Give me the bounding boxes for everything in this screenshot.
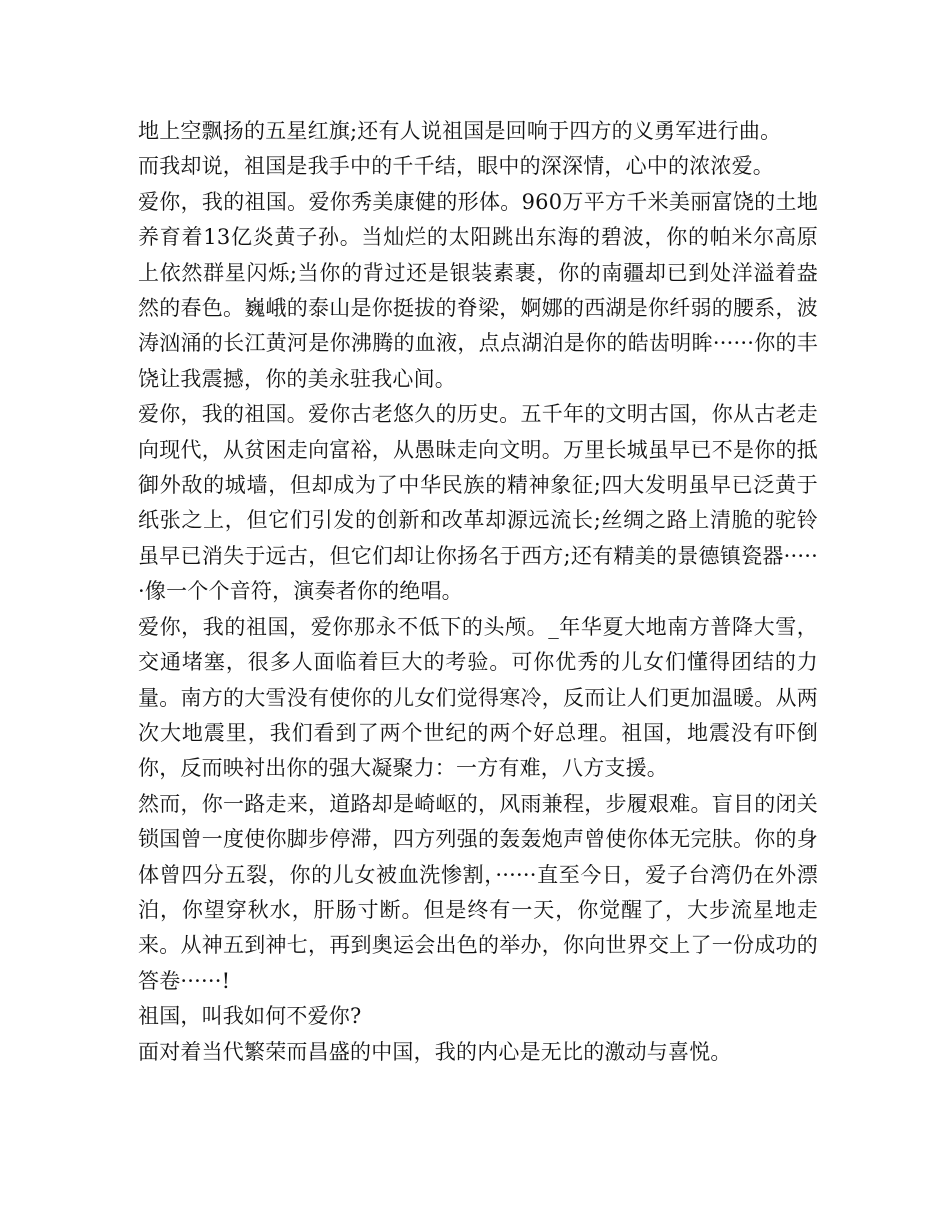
paragraph-8: 面对着当代繁荣而昌盛的中国，我的内心是无比的激动与喜悦。	[138, 1039, 732, 1064]
paragraph-4: 爱你，我的祖国。爱你古老悠久的历史。五千年的文明古国，你从古老走向现代，从贫困走向富裕，从愚昧走向文明。万里长城虽早已不是你的抵御外敌的城墙，但却成为了中华民族的精神象征;四大发明虽早已泛黄于纸张之上，但它们引发的创新和改革却源远流长;丝绸之路上清脆的驼铃虽早已消失于远古，但它们却让你扬名于西方;还有精美的景德镇瓷器······像一个个音符，演奏者你的绝唱。	[138, 402, 818, 604]
paragraph-1: 地上空飘扬的五星红旗;还有人说祖国是回响于四方的义勇军进行曲。	[138, 119, 782, 143]
paragraph-6: 然而，你一路走来，道路却是崎岖的，风雨兼程，步履艰难。盲目的闭关锁国曾一度使你脚步停滞，四方列强的轰轰炮声曾使你体无完肤。你的身体曾四分五裂，你的儿女被血洗惨割，······直至今日，爱子台湾仍在外漂泊，你望穿秋水，肝肠寸断。但是终有一天，你觉醒了，大步流星地走来。从神五到神七，再到奥运会出色的举办，你向世界交上了一份成功的答卷······!	[138, 791, 818, 993]
paragraph-5: 爱你，我的祖国，爱你那永不低下的头颅。_年华夏大地南方普降大雪，交通堵塞，很多人面临着巨大的考验。可你优秀的儿女们懂得团结的力量。南方的大雪没有使你的儿女们觉得寒冷，反而让人们更加温暖。从两次大地震里，我们看到了两个世纪的两个好总理。祖国，地震没有吓倒你，反而映衬出你的强大凝聚力：一方有难，八方支援。	[138, 614, 818, 781]
paragraph-7: 祖国，叫我如何不爱你?	[138, 1004, 362, 1029]
paragraph-2: 而我却说，祖国是我手中的千千结，眼中的深深情，心中的浓浓爱。	[138, 154, 774, 179]
paragraph-3: 爱你，我的祖国。爱你秀美康健的形体。960万平方千米美丽富饶的土地养育着13亿炎黄子孙。当灿烂的太阳跳出东海的碧波，你的帕米尔高原上依然群星闪烁;当你的背过还是银装素裹，你的南疆却已到处洋溢着盎然的春色。巍峨的泰山是你挺拔的脊梁，婀娜的西湖是你纤弱的腰系，波涛汹涌的长江黄河是你沸腾的血液，点点湖泊是你的皓齿明眸······你的丰饶让我震撼，你的美永驻我心间。	[138, 189, 818, 391]
document-page	[138, 114, 818, 1070]
